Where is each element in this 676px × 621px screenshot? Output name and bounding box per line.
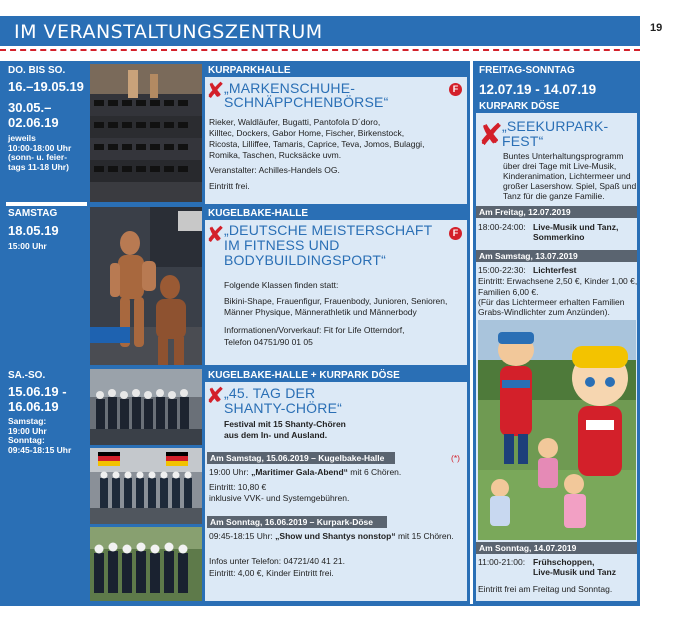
event3-time-line4: 09:45-18:15 Uhr: [8, 444, 72, 455]
event1-venue: KURPARKHALLE: [205, 64, 467, 77]
event2-info-line2: Telefon 04751/90 01 05: [224, 337, 313, 347]
right-desc-line1: Buntes Unterhaltungsprogramm: [503, 151, 624, 161]
event1-time-line1: jeweils: [8, 133, 36, 143]
event3-saturday-time: 19:00 Uhr:: [209, 467, 252, 477]
cross-icon: ✘: [206, 384, 225, 409]
right-sunday-time: 11:00-21:00:: [478, 557, 526, 567]
right-date-label: FREITAG-SONNTAG: [479, 65, 575, 76]
event1-brands-line2: Killtec, Dockers, Gabor Home, Fischer, Birkenstock,: [209, 128, 405, 138]
cross-icon: ✘: [206, 223, 225, 248]
event3-sunday-rest: mit 15 Chören.: [395, 531, 454, 541]
event3-date-line1: 15.06.19 -: [8, 384, 67, 399]
right-footer: Eintritt frei am Freitag und Sonntag.: [478, 584, 613, 594]
right-friday-line2: Sommerkino: [533, 232, 585, 242]
event1-gap: [6, 202, 87, 206]
event3-date-line2: 16.06.19: [8, 399, 59, 414]
event3-saturday-mark: (*): [451, 453, 460, 463]
event1-entry: Eintritt frei.: [209, 181, 250, 191]
right-sunday-line2: Live-Musik und Tanz: [533, 567, 616, 577]
right-photo-mascots: [478, 320, 636, 540]
event2-badge: F: [449, 227, 462, 240]
event3-saturday-heading: Am Samstag, 15.06.2019 – Kugelbake-Halle: [207, 452, 395, 464]
event1-date2-line2: 02.06.19: [8, 115, 59, 130]
event1-title-line1: „MARKENSCHUHE-: [224, 80, 356, 96]
event2-info-line1: Informationen/Vorverkauf: Fit for Life Otterndorf,: [224, 325, 405, 335]
event1-brands-line4: Romika, Taschen, Rucksäcke uvm.: [209, 150, 342, 160]
right-saturday-heading: Am Samstag, 13.07.2019: [476, 250, 637, 262]
cross-icon: ✘: [206, 79, 225, 104]
event3-sunday-info: Infos unter Telefon: 04721/40 41 21.: [209, 556, 345, 566]
event2-date-label: SAMSTAG: [8, 208, 58, 219]
event3-title-line2: SHANTY-CHÖRE“: [224, 400, 342, 416]
right-date: 12.07.19 - 14.07.19: [479, 82, 597, 97]
event3-time-line3: Sonntag:: [8, 435, 45, 445]
event3-saturday-entry-line2: inklusive VVK- und Systemgebühren.: [209, 493, 350, 503]
right-desc-line5: Tanz für die ganze Familie.: [503, 191, 605, 201]
right-friday-time: 18:00-24:00:: [478, 222, 526, 232]
event3-date-box: [6, 369, 87, 601]
event2-title-line2: IM FITNESS UND: [224, 237, 340, 253]
right-saturday-name: Lichterfest: [533, 265, 577, 275]
right-friday-line1: Live-Musik und Tanz,: [533, 222, 619, 232]
header-divider: [0, 49, 640, 51]
event2-classes-line2: Männer Physique, Männerathletik und Männerbody: [224, 307, 417, 317]
event3-sunday-heading: Am Sonntag, 16.06.2019 – Kurpark-Döse: [207, 516, 387, 528]
event1-brands-line3: Ricosta, Lilliffee, Tamaris, Caprice, Teva, Jomos, Bulaggi,: [209, 139, 425, 149]
cross-icon: ✘: [478, 118, 504, 153]
event3-saturday-rest: mit 6 Chören.: [347, 467, 402, 477]
right-desc-line2: über drei Tage mit Live-Musik,: [503, 161, 617, 171]
right-sunday-heading: Am Sonntag, 14.07.2019: [476, 542, 637, 554]
event1-date-box: [6, 64, 87, 200]
right-friday-heading: Am Freitag, 12.07.2019: [476, 206, 637, 218]
right-saturday-time: 15:00-22:30:: [478, 265, 526, 275]
event1-organizer: Veranstalter: Achilles-Handels OG.: [209, 165, 340, 175]
event1-time-line4: tags 11-18 Uhr): [8, 161, 69, 172]
event3-sunday-entry: Eintritt: 4,00 €, Kinder Eintritt frei.: [209, 568, 334, 578]
event3-sunday-time: 09:45-18:15 Uhr:: [209, 531, 276, 541]
event1-badge: F: [449, 83, 462, 96]
event3-time-line2: 19:00 Uhr: [8, 425, 47, 436]
page-number: 19: [650, 22, 663, 34]
event3-photo-choir1: [90, 369, 202, 445]
event3-photo-choir2: [90, 448, 202, 524]
right-saturday-line4: Grabs-Windlichter zum Anzünden).: [478, 307, 610, 317]
event1-date-label: DO. BIS SO.: [8, 65, 66, 76]
event1-time-line2: 10:00-18:00 Uhr: [8, 142, 72, 153]
right-saturday-line2: Familien 6,00 €.: [478, 287, 539, 297]
event3-desc-line2: aus dem In- und Ausland.: [224, 430, 328, 440]
right-sunday-line1: Frühschoppen,: [533, 557, 595, 567]
event3-photo-choir3: [90, 527, 202, 601]
event2-time: 15:00 Uhr: [8, 241, 47, 251]
event3-saturday-entry-line1: Eintritt: 10,80 €: [209, 482, 267, 492]
right-title-line1: „SEEKURPARK-: [502, 118, 609, 134]
event2-venue: KUGELBAKE-HALLE: [205, 207, 467, 220]
event3-date-label: SA.-SO.: [8, 370, 46, 381]
event2-date: 18.05.19: [8, 223, 59, 238]
event1-date: 16.–19.05.19: [8, 79, 84, 94]
page-title: IM VERANSTALTUNGSZENTRUM: [14, 21, 323, 43]
right-desc-line4: großer Lasershow. Spiel, Spaß und: [503, 181, 637, 191]
event3-venue: KUGELBAKE-HALLE + KURPARK DÖSE: [205, 369, 467, 382]
event3-saturday-line: [209, 467, 401, 478]
event2-date-box: [6, 207, 87, 365]
event2-title-line3: BODYBUILDINGSPORT“: [224, 252, 387, 268]
event3-sunday-name: „Show und Shantys nonstop“: [275, 531, 396, 541]
event3-title-line1: „45. TAG DER: [224, 385, 316, 401]
event2-classes-line1: Bikini-Shape, Frauenfigur, Frauenbody, Junioren, Senioren,: [224, 296, 448, 306]
event3-sunday-line: [209, 531, 454, 542]
event2-classes-intro: Folgende Klassen finden statt:: [224, 280, 339, 290]
right-venue: KURPARK DÖSE: [476, 100, 637, 113]
event1-brands-line1: Rieker, Waldläufer, Bugatti, Pantofola D´doro,: [209, 117, 381, 127]
event3-desc-line1: Festival mit 15 Shanty-Chören: [224, 419, 346, 429]
event2-title-line1: „DEUTSCHE MEISTERSCHAFT: [224, 222, 433, 238]
bottom-rule: [0, 604, 640, 606]
right-date-box: [476, 64, 637, 102]
right-title-line2: FEST“: [502, 133, 544, 149]
right-desc-line3: Kinderanimation, Lichtermeer und: [503, 171, 631, 181]
event1-time-line3: (sonn- u. feier-: [8, 152, 68, 162]
event1-title-line2: SCHNÄPPCHENBÖRSE“: [224, 94, 389, 110]
event3-time-line1: Samstag:: [8, 416, 47, 426]
event1-date2-line1: 30.05.–: [8, 100, 52, 115]
event2-photo-bodybuilding: [90, 207, 202, 365]
right-saturday-line1: Eintritt: Erwachsene 2,50 €, Kinder 1,00 €,: [478, 276, 638, 286]
event3-saturday-name: „Maritimer Gala-Abend“: [251, 467, 348, 477]
event1-photo-shoes: [90, 64, 202, 202]
right-saturday-line3: (Für das Lichtermeer erhalten Familien: [478, 297, 625, 307]
